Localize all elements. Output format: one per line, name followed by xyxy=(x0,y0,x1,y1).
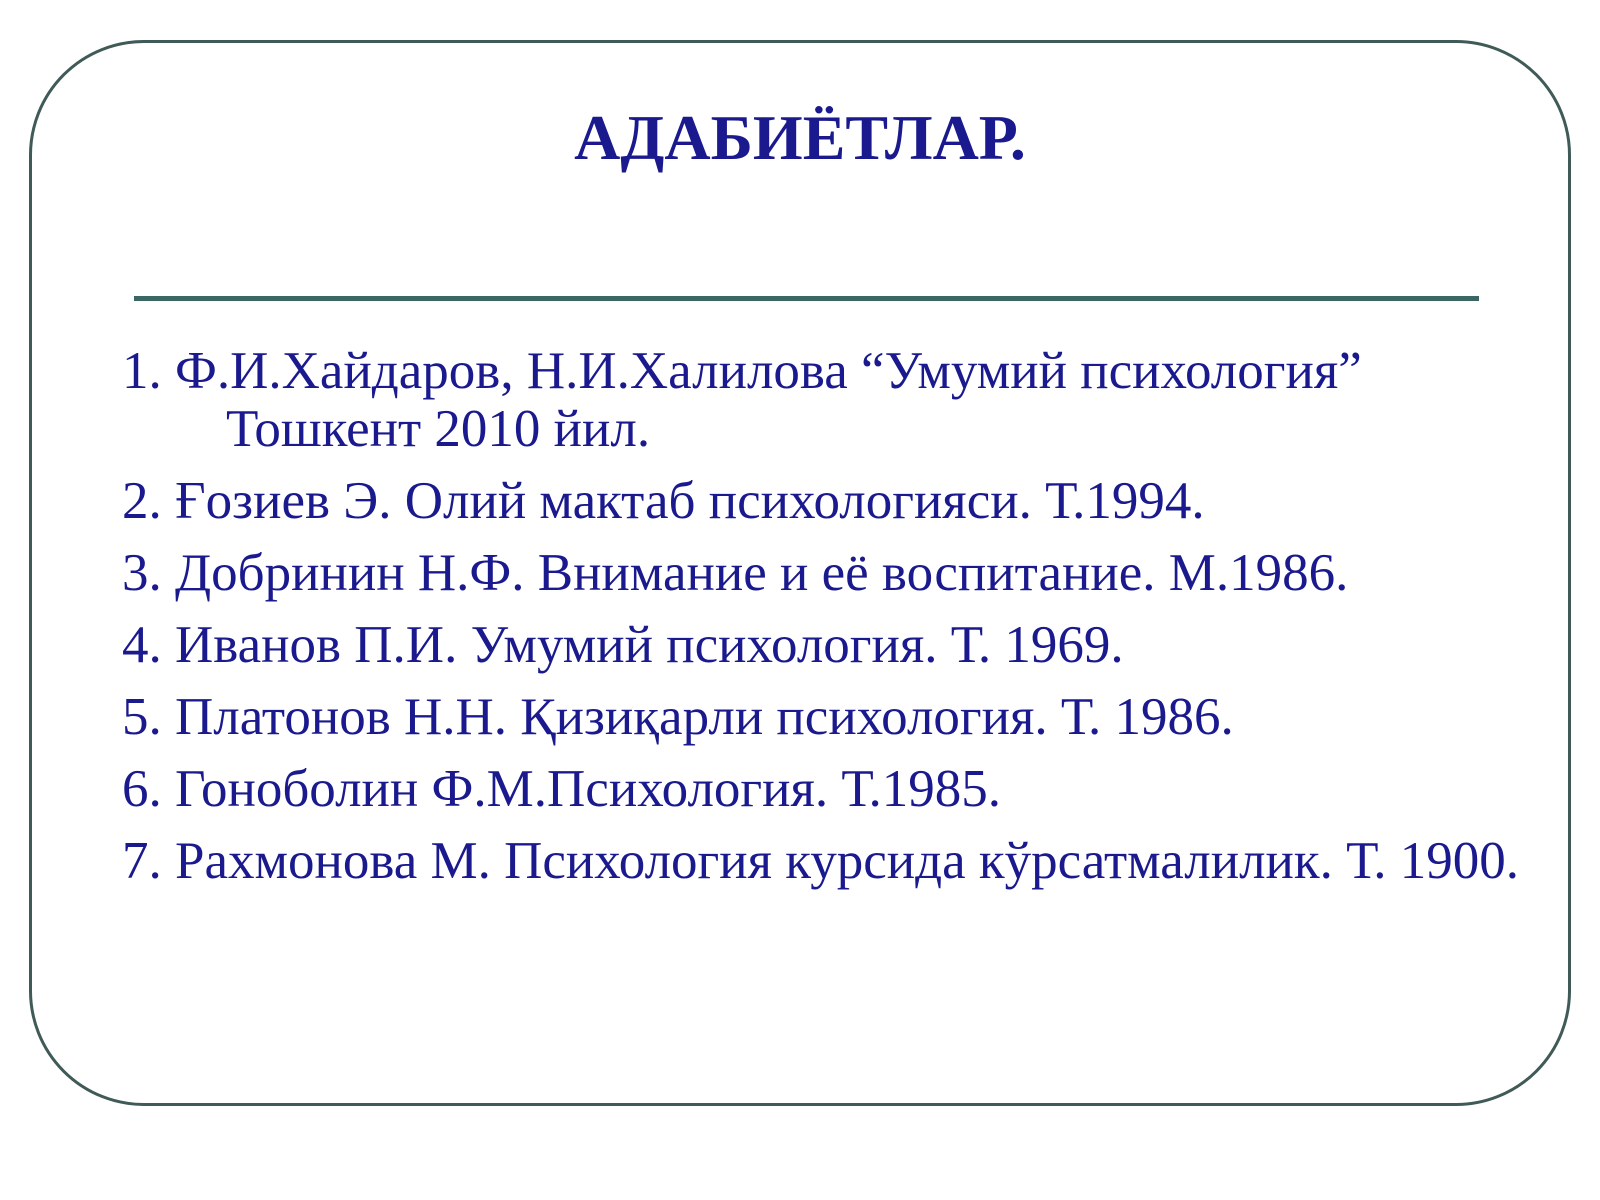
reference-text: Иванов П.И. Умумий психология. Т. 1969. xyxy=(175,616,1124,674)
reference-item xyxy=(122,342,1532,458)
reference-item xyxy=(122,832,1532,890)
reference-number: 5. xyxy=(122,688,162,746)
reference-number: 7. xyxy=(122,832,162,890)
reference-text: Рахмонова М. Психология курсида кўрсатмалилик. Т. 1900. xyxy=(175,832,1519,890)
reference-list xyxy=(122,342,1532,904)
reference-text: Ф.И.Хайдаров, Н.И.Халилова “Умумий психология” Тошкент 2010 йил. xyxy=(175,342,1362,458)
slide-title: АДАБИЁТЛАР. xyxy=(574,102,1026,173)
reference-number: 2. xyxy=(122,472,162,530)
reference-text: Добринин Н.Ф. Внимание и её воспитание. М.1986. xyxy=(175,544,1349,602)
reference-text: Гоноболин Ф.М.Психология. Т.1985. xyxy=(175,760,1001,818)
reference-text: Платонов Н.Н. Қизиқарли психология. Т. 1986. xyxy=(175,688,1234,746)
reference-number: 6. xyxy=(122,760,162,818)
reference-number: 3. xyxy=(122,544,162,602)
reference-item xyxy=(122,688,1532,746)
reference-item xyxy=(122,472,1532,530)
reference-item xyxy=(122,544,1532,602)
reference-number: 1. xyxy=(122,342,162,400)
reference-item xyxy=(122,616,1532,674)
reference-text: Ғозиев Э. Олий мактаб психологияси. Т.1994. xyxy=(175,472,1205,530)
reference-number: 4. xyxy=(122,616,162,674)
reference-item xyxy=(122,760,1532,818)
title-divider xyxy=(134,296,1479,301)
